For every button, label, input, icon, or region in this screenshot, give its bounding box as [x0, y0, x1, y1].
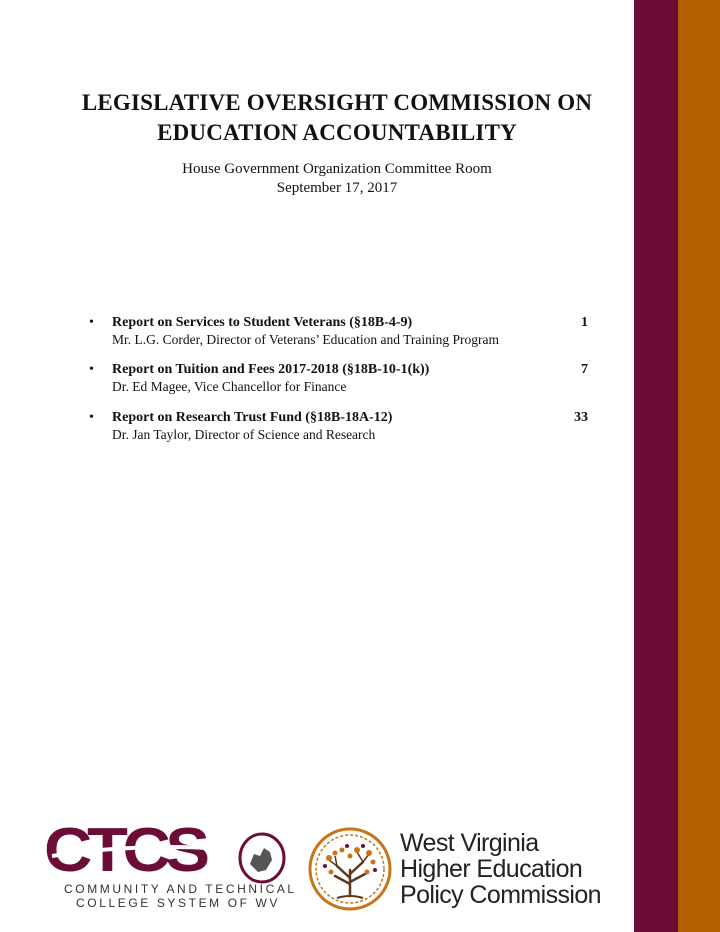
ctcs-tagline-1: COMMUNITY AND TECHNICAL [64, 882, 297, 896]
agenda-item-page: 7 [581, 362, 588, 377]
agenda-item-presenter: Dr. Ed Magee, Vice Chancellor for Finance [112, 379, 347, 394]
bullet-icon: • [89, 410, 94, 425]
agenda-item-presenter: Dr. Jan Taylor, Director of Science and Research [112, 427, 376, 442]
document-title [40, 88, 634, 148]
hepc-wordmark [400, 830, 601, 908]
agenda-item [0, 314, 634, 354]
agenda-item-page: 33 [574, 410, 588, 425]
agenda-item-title: Report on Services to Student Veterans (§18B-4-9) [112, 315, 413, 330]
hepc-line-3: Policy Commission [400, 881, 601, 909]
maroon-side-stripe [634, 0, 678, 932]
hepc-line-2: Higher Education [400, 855, 583, 883]
agenda-item-presenter: Mr. L.G. Corder, Director of Veterans’ Education and Training Program [112, 332, 500, 347]
ctcs-wordmark: CTCS [44, 816, 205, 885]
hepc-tree-seal-icon [307, 826, 393, 912]
title-line-1: LEGISLATIVE OVERSIGHT COMMISSION ON [81, 90, 593, 115]
wv-state-swoosh-icon [44, 826, 290, 886]
meeting-info [40, 160, 634, 198]
title-line-2: EDUCATION ACCOUNTABILITY [157, 120, 517, 145]
agenda-item-title: Report on Tuition and Fees 2017-2018 (§18B-10-1(k)) [112, 362, 430, 377]
agenda-item-page: 1 [581, 315, 588, 330]
ctcs-tagline-2: COLLEGE SYSTEM OF WV [76, 896, 281, 910]
bullet-icon: • [89, 315, 94, 330]
agenda-item-title: Report on Research Trust Fund (§18B-18A-12) [112, 410, 393, 425]
agenda-item [0, 361, 634, 401]
meeting-date: September 17, 2017 [276, 180, 398, 196]
bullet-icon: • [89, 362, 94, 377]
ctcs-logo [44, 816, 297, 910]
hepc-line-1: West Virginia [400, 829, 539, 857]
agenda-item [0, 409, 634, 449]
orange-side-stripe [678, 0, 720, 932]
meeting-location: House Government Organization Committee Room [182, 161, 492, 177]
